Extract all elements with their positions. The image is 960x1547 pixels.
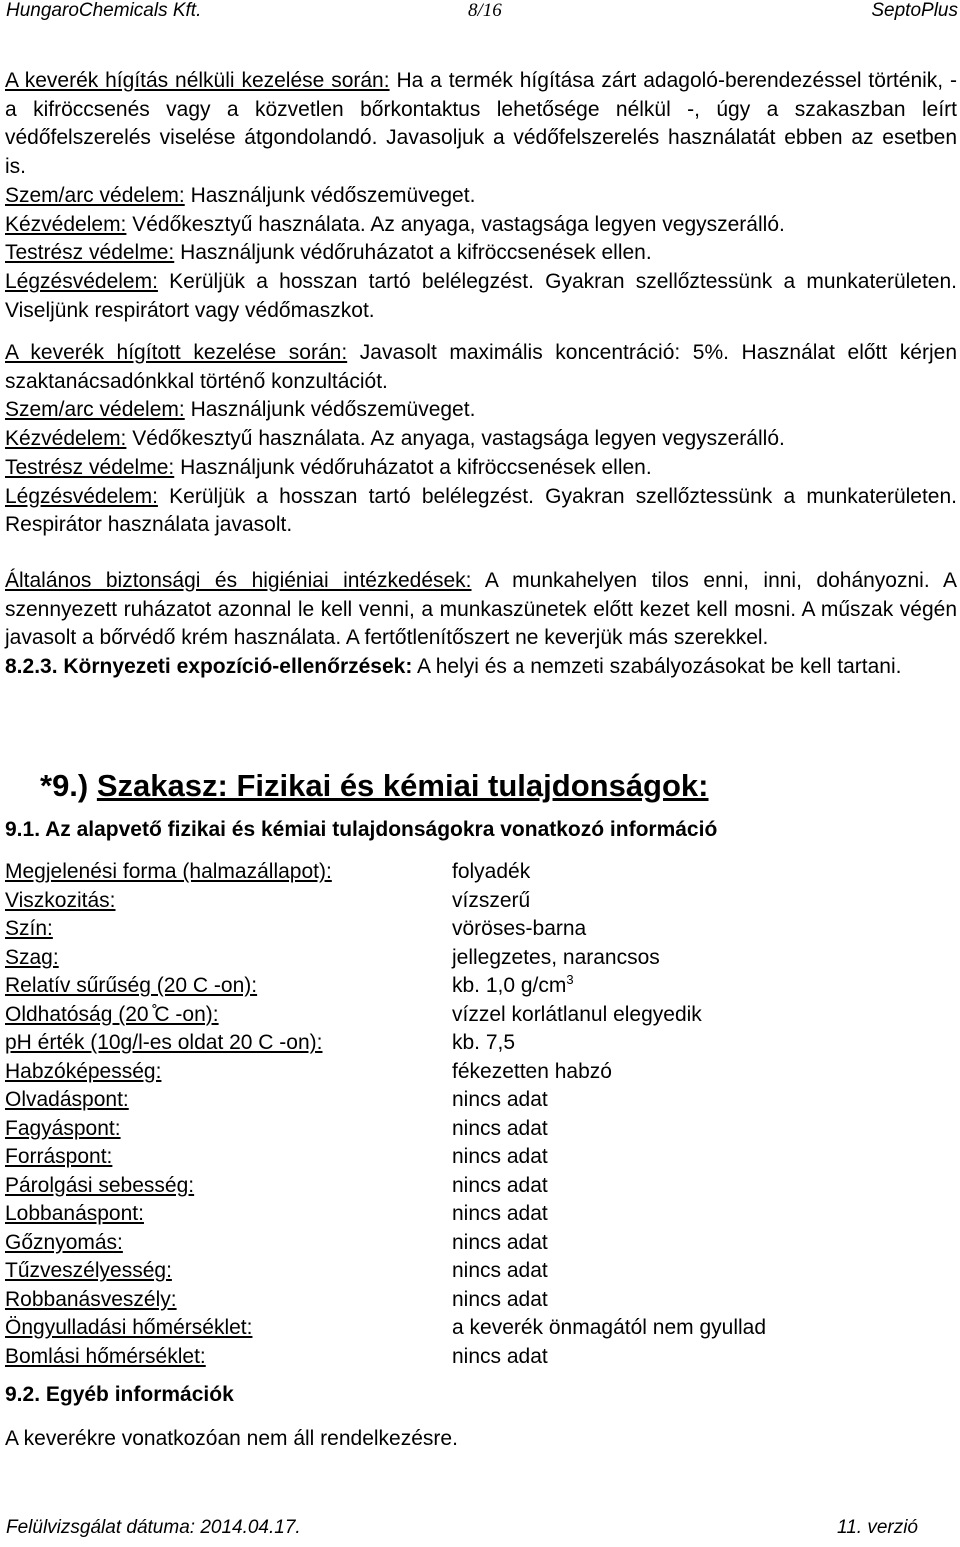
- property-row: [5, 944, 957, 973]
- property-label: Oldhatóság (20 ̊C -on):: [5, 1002, 219, 1026]
- property-value: vízzel korlátlanul elegyedik: [452, 1002, 702, 1026]
- undiluted-text: Ha a termék hígítása zárt adagoló-berendezéssel történik, - a kifröccsenés vagy a közvetlen bőrkontaktus lehetősége nélkül -, úgy a szakaszban leírt védőfelszerelés viselése átgondolandó. Javasoljuk a védőfelszerelés használatát ebben az esetben is.: [5, 69, 957, 179]
- property-row: [5, 1229, 957, 1258]
- hand-text: Védőkesztyű használata. Az anyaga, vastagsága legyen vegyszerálló.: [132, 212, 785, 236]
- undiluted-body: [5, 239, 957, 268]
- property-row: [5, 1172, 957, 1201]
- general-paragraph: [5, 567, 957, 653]
- section9-heading: [40, 768, 709, 804]
- property-label: Fagyáspont:: [5, 1116, 121, 1140]
- property-value: nincs adat: [452, 1287, 548, 1311]
- body-label: Testrész védelme:: [5, 455, 175, 479]
- property-label: Viszkozitás:: [5, 888, 116, 912]
- property-label: Szín:: [5, 917, 53, 940]
- general-text: A munkahelyen tilos enni, inni, dohányozni. A szennyezett ruházatot azonnal le kell venni, a munkaszünetek előtt kezet kell mosni. A műszak végén javasolt a bőrvédő krém használata. A fertőtlenítőszert ne keverjük más szerekkel.: [5, 569, 957, 650]
- superscript: 3: [566, 972, 574, 987]
- property-row: [5, 1143, 957, 1172]
- property-row: [5, 1001, 957, 1030]
- general-title: Általános biztonsági és higiéniai intézkedések:: [5, 569, 472, 592]
- diluted-text: Javasolt maximális koncentráció: 5%. Használat előtt kérjen szaktanácsadónkkal történő konzultációt.: [5, 341, 957, 393]
- env-title: Környezeti expozíció-ellenőrzések:: [63, 655, 413, 679]
- section9-title: Szakasz: Fizikai és kémiai tulajdonságok:: [96, 768, 709, 803]
- undiluted-resp: [5, 268, 957, 325]
- product-name: SeptoPlus: [871, 0, 958, 21]
- undiluted-section: [5, 67, 957, 325]
- company-name: HungaroChemicals Kft.: [6, 0, 202, 21]
- property-label: Tűzveszélyesség:: [5, 1259, 172, 1282]
- page-header: [0, 0, 960, 22]
- undiluted-eye: [5, 182, 957, 211]
- env-paragraph: [5, 653, 957, 682]
- property-row: [5, 1058, 957, 1087]
- hand-label: Kézvédelem:: [5, 427, 127, 451]
- body-label: Testrész védelme:: [5, 241, 175, 265]
- property-value: nincs adat: [452, 1259, 548, 1282]
- property-label: Forráspont:: [5, 1145, 113, 1168]
- property-label: Öngyulladási hőmérséklet:: [5, 1316, 253, 1339]
- property-row: [5, 1257, 957, 1286]
- resp-text: Kerüljük a hosszan tartó belélegzést. Gyakran szellőztessünk a munkaterületen. Viseljünk respirátort vagy védőmaszkot.: [5, 269, 958, 322]
- property-row: [5, 1086, 957, 1115]
- property-row: [5, 1314, 957, 1343]
- revision-date: Felülvizsgálat dátuma: 2014.04.17.: [6, 1517, 301, 1538]
- property-value: vízszerű: [452, 888, 531, 912]
- diluted-hand: [5, 425, 957, 454]
- property-value: nincs adat: [452, 1145, 548, 1168]
- property-value: nincs adat: [452, 1116, 548, 1140]
- properties-table: [5, 858, 957, 1371]
- property-row: [5, 1115, 957, 1144]
- hand-label: Kézvédelem:: [5, 212, 127, 236]
- property-value: nincs adat: [452, 1344, 548, 1368]
- property-label: Lobbanáspont:: [5, 1202, 144, 1225]
- general-section: [5, 567, 957, 682]
- diluted-intro: [5, 339, 957, 396]
- env-number: 8.2.3.: [5, 655, 58, 679]
- eye-label: Szem/arc védelem:: [5, 183, 185, 207]
- eye-label: Szem/arc védelem:: [5, 398, 185, 422]
- property-label: Megjelenési forma (halmazállapot):: [5, 860, 332, 883]
- version: 11. verzió: [837, 1517, 918, 1538]
- property-row: [5, 1286, 957, 1315]
- resp-text: Kerüljük a hosszan tartó belélegzést. Gyakran szellőztessünk a munkaterületen. Respirátor használata javasolt.: [5, 484, 958, 537]
- diluted-resp: [5, 483, 957, 540]
- property-value: fékezetten habzó: [452, 1059, 612, 1083]
- property-row: [5, 858, 957, 887]
- property-value: folyadék: [452, 860, 531, 883]
- property-value: nincs adat: [452, 1230, 548, 1254]
- property-value: nincs adat: [452, 1088, 548, 1111]
- property-label: pH érték (10g/l-es oldat 20 C -on):: [5, 1031, 323, 1054]
- property-label: Robbanásveszély:: [5, 1287, 177, 1311]
- undiluted-title: A keverék hígítás nélküli kezelése során:: [5, 69, 390, 92]
- property-value: jellegzetes, narancsos: [452, 945, 660, 969]
- property-label: Olvadáspont:: [5, 1088, 129, 1111]
- property-row: [5, 1343, 957, 1372]
- property-value: kb. 1,0 g/cm: [452, 974, 567, 997]
- resp-label: Légzésvédelem:: [5, 484, 158, 508]
- resp-label: Légzésvédelem:: [5, 269, 158, 293]
- eye-text: Használjunk védőszemüveget.: [190, 398, 476, 422]
- undiluted-hand: [5, 211, 957, 240]
- diluted-title: A keverék hígított kezelése során:: [5, 341, 348, 364]
- property-row: [5, 1200, 957, 1229]
- property-row: [5, 1029, 957, 1058]
- property-label: Bomlási hőmérséklet:: [5, 1344, 206, 1368]
- diluted-body: [5, 454, 957, 483]
- property-row: [5, 887, 957, 916]
- subsection-9-2: 9.2. Egyéb információk: [5, 1383, 234, 1406]
- property-value: kb. 7,5: [452, 1031, 516, 1054]
- property-label: Szag:: [5, 945, 59, 969]
- section9-paren: ): [77, 768, 89, 803]
- hand-text: Védőkesztyű használata. Az anyaga, vastagsága legyen vegyszerálló.: [132, 427, 785, 451]
- property-value: vöröses-barna: [452, 917, 587, 940]
- eye-text: Használjunk védőszemüveget.: [190, 183, 476, 207]
- property-label: Habzóképesség:: [5, 1059, 162, 1083]
- section9-prefix: *9.: [40, 768, 78, 803]
- other-info-text: A keverékre vonatkozóan nem áll rendelkezésre.: [5, 1427, 458, 1450]
- property-label: Gőznyomás:: [5, 1230, 123, 1254]
- property-value-wrap: [452, 972, 574, 1001]
- property-label: Párolgási sebesség:: [5, 1173, 195, 1197]
- property-value: nincs adat: [452, 1173, 548, 1197]
- subsection-9-1: 9.1. Az alapvető fizikai és kémiai tulajdonságokra vonatkozó információ: [5, 818, 718, 841]
- env-text: A helyi és a nemzeti szabályozásokat be kell tartani.: [417, 655, 902, 679]
- page-number: 8/16: [468, 0, 502, 21]
- diluted-section: [5, 339, 957, 540]
- diluted-eye: [5, 396, 957, 425]
- property-row: [5, 972, 957, 1001]
- property-label: Relatív sűrűség (20 C -on):: [5, 974, 258, 997]
- property-value: nincs adat: [452, 1202, 548, 1225]
- body-text: Használjunk védőruházatot a kifröccsenések ellen.: [180, 241, 652, 265]
- property-value: a keverék önmagától nem gyullad: [452, 1316, 767, 1339]
- undiluted-intro: [5, 67, 957, 182]
- body-text: Használjunk védőruházatot a kifröccsenések ellen.: [180, 455, 652, 479]
- property-row: [5, 915, 957, 944]
